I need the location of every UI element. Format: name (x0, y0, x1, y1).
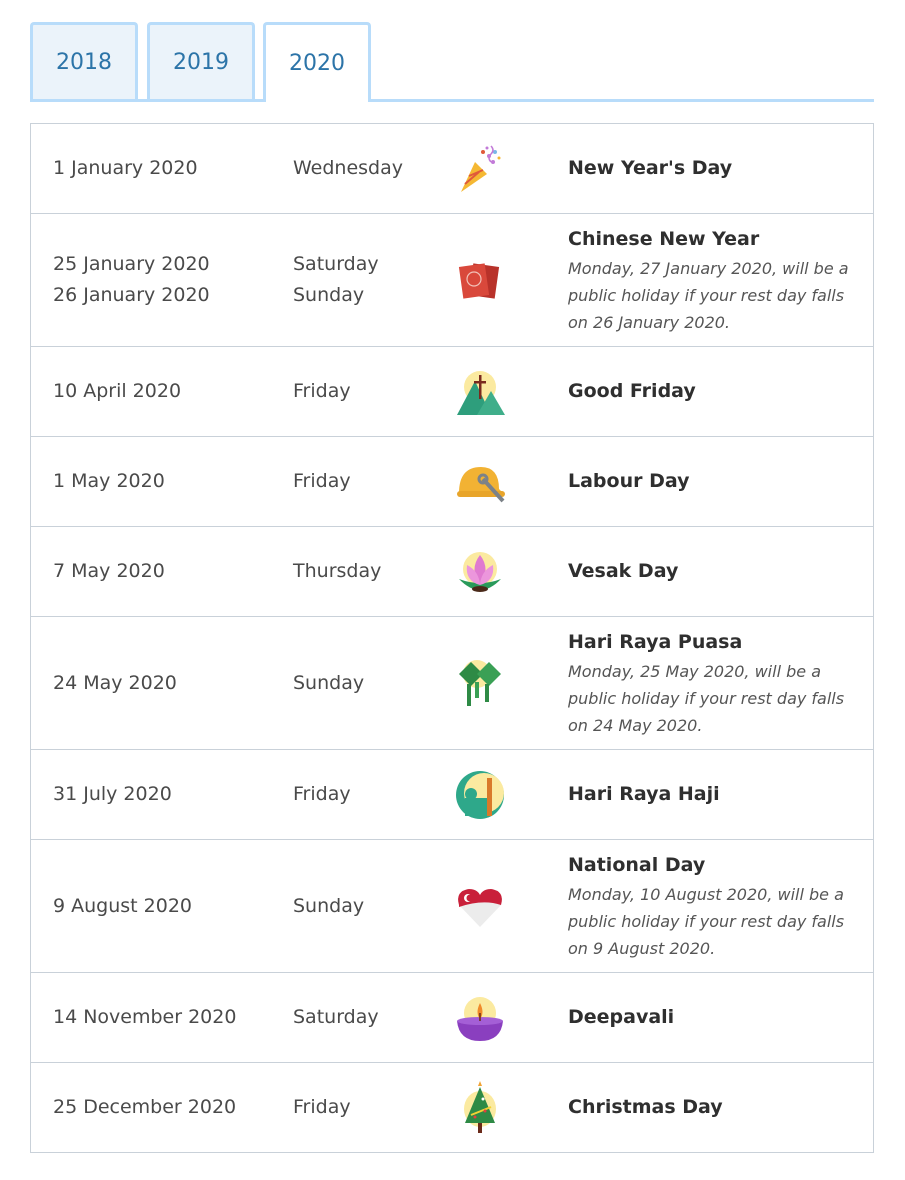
holiday-date: 9 August 2020 (53, 894, 193, 917)
holiday-weekday: Saturday (293, 253, 379, 275)
holiday-weekday: Sunday (293, 671, 365, 694)
weekday-cell (293, 750, 453, 840)
icon-cell (453, 617, 568, 750)
name-cell (568, 214, 874, 347)
icon-cell (453, 1063, 568, 1153)
holiday-weekday: Wednesday (293, 157, 404, 179)
holiday-row (31, 840, 874, 973)
holiday-name: New Year's Day (568, 157, 733, 179)
holiday-weekday: Sunday (293, 894, 365, 917)
holiday-name: Christmas Day (568, 1096, 723, 1118)
hard-hat-wrench-icon (453, 455, 507, 509)
icon-cell (453, 124, 568, 214)
tab-2018[interactable]: 2018 (30, 22, 138, 99)
holiday-weekday: Friday (293, 380, 351, 402)
lotus-icon (453, 545, 507, 599)
weekday-cell (293, 840, 453, 973)
tabs-baseline (30, 99, 874, 102)
holiday-name: Deepavali (568, 1006, 675, 1028)
holiday-weekday: Friday (293, 1096, 351, 1118)
year-tabs (30, 22, 874, 102)
name-cell (568, 617, 874, 750)
christmas-tree-icon (453, 1081, 507, 1135)
holiday-weekday: Friday (293, 783, 351, 805)
name-cell (568, 347, 874, 437)
name-cell (568, 527, 874, 617)
holiday-note: Monday, 25 May 2020, will be a public holiday if your rest day falls on 24 May 2020. (568, 662, 845, 735)
weekday-cell (293, 214, 453, 347)
holiday-date: 14 November 2020 (53, 1006, 237, 1028)
icon-cell (453, 437, 568, 527)
holiday-row (31, 214, 874, 347)
holiday-row (31, 973, 874, 1063)
cross-mountain-icon (453, 365, 507, 419)
holiday-weekday: Sunday (293, 284, 365, 306)
tab-2020[interactable]: 2020 (263, 22, 371, 102)
date-cell (31, 1063, 294, 1153)
holiday-row (31, 527, 874, 617)
weekday-cell (293, 437, 453, 527)
weekday-cell (293, 347, 453, 437)
date-cell (31, 973, 294, 1063)
holiday-note: Monday, 10 August 2020, will be a public holiday if your rest day falls on 9 August 2020. (568, 885, 845, 958)
holiday-date: 1 May 2020 (53, 470, 165, 492)
holiday-row (31, 617, 874, 750)
tab-2019[interactable]: 2019 (147, 22, 255, 99)
holiday-date: 24 May 2020 (53, 671, 177, 694)
weekday-cell (293, 1063, 453, 1153)
holiday-row (31, 750, 874, 840)
weekday-cell (293, 973, 453, 1063)
holiday-note: Monday, 27 January 2020, will be a public holiday if your rest day falls on 26 January 2020. (568, 259, 849, 332)
holiday-row (31, 1063, 874, 1153)
holidays-table (30, 123, 874, 1153)
holiday-weekday: Saturday (293, 1006, 379, 1028)
party-popper-icon (453, 142, 507, 196)
holiday-date: 26 January 2020 (53, 284, 210, 306)
red-packet-icon (453, 253, 507, 307)
holiday-name: Chinese New Year (568, 228, 760, 250)
name-cell (568, 437, 874, 527)
oil-lamp-icon (453, 991, 507, 1045)
holiday-date: 25 December 2020 (53, 1096, 237, 1118)
holiday-weekday: Thursday (293, 560, 382, 582)
icon-cell (453, 750, 568, 840)
date-cell (31, 750, 294, 840)
holiday-name: National Day (568, 854, 706, 876)
name-cell (568, 124, 874, 214)
holiday-name: Hari Raya Puasa (568, 631, 743, 653)
date-cell (31, 124, 294, 214)
holiday-date: 25 January 2020 (53, 253, 210, 275)
holiday-row (31, 347, 874, 437)
holiday-name: Good Friday (568, 380, 696, 402)
singapore-heart-icon (453, 879, 507, 933)
icon-cell (453, 840, 568, 973)
name-cell (568, 750, 874, 840)
name-cell (568, 840, 874, 973)
holiday-date: 1 January 2020 (53, 157, 198, 179)
weekday-cell (293, 527, 453, 617)
date-cell (31, 617, 294, 750)
icon-cell (453, 214, 568, 347)
icon-cell (453, 973, 568, 1063)
holiday-row (31, 437, 874, 527)
name-cell (568, 1063, 874, 1153)
holiday-date: 7 May 2020 (53, 560, 165, 582)
holiday-name: Vesak Day (568, 560, 679, 582)
mosque-crescent-icon (453, 768, 507, 822)
date-cell (31, 214, 294, 347)
name-cell (568, 973, 874, 1063)
ketupat-icon (453, 656, 507, 710)
date-cell (31, 840, 294, 973)
icon-cell (453, 347, 568, 437)
holiday-row (31, 124, 874, 214)
holiday-date: 31 July 2020 (53, 783, 172, 805)
weekday-cell (293, 617, 453, 750)
date-cell (31, 437, 294, 527)
date-cell (31, 347, 294, 437)
icon-cell (453, 527, 568, 617)
holiday-name: Labour Day (568, 470, 690, 492)
date-cell (31, 527, 294, 617)
holiday-name: Hari Raya Haji (568, 783, 720, 805)
holiday-date: 10 April 2020 (53, 380, 182, 402)
holiday-weekday: Friday (293, 470, 351, 492)
weekday-cell (293, 124, 453, 214)
